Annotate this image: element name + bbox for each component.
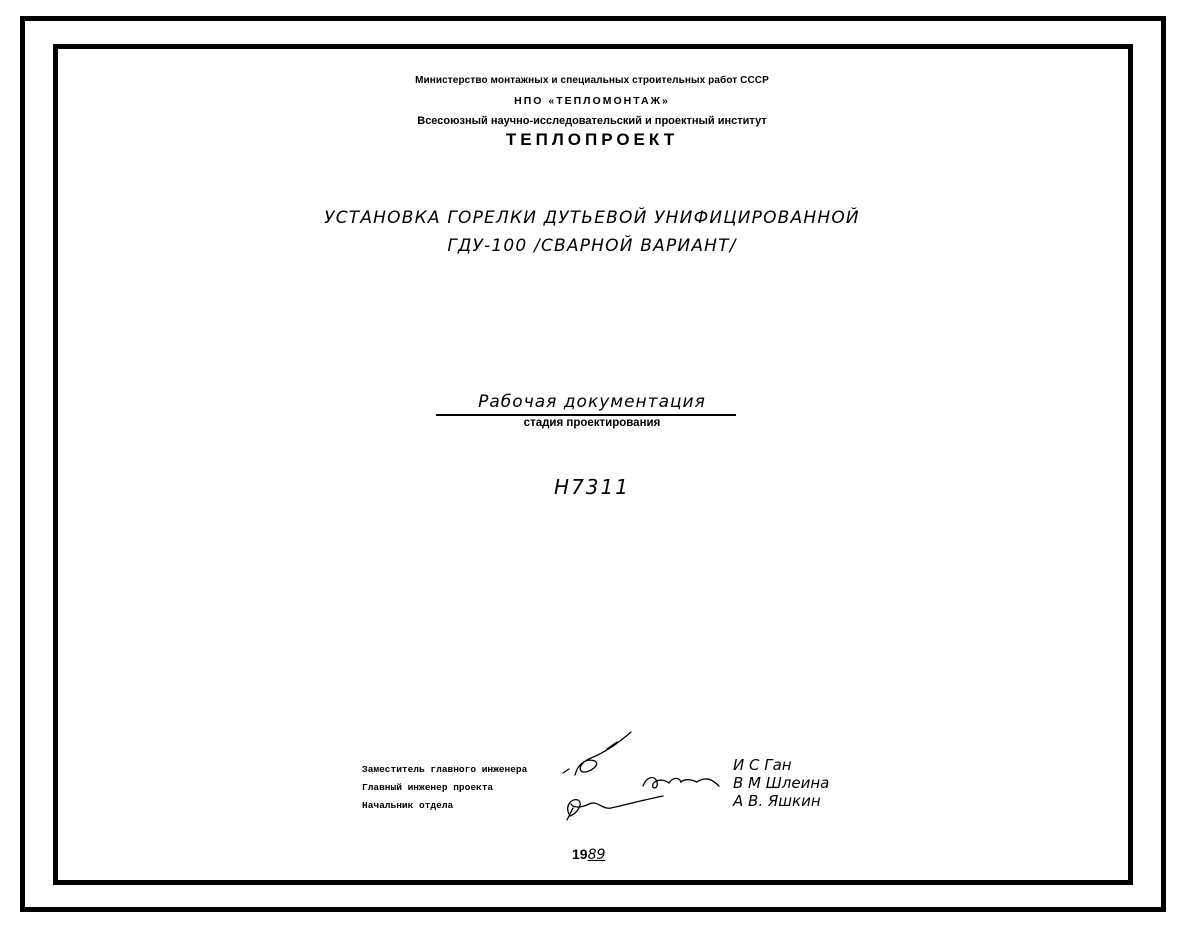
role-chief-project-engineer: Главный инженер проекта — [362, 782, 494, 793]
document-title-line-2: ГДУ-100 /СВАРНОЙ ВАРИАНТ/ — [447, 236, 737, 256]
document-title-line-1: УСТАНОВКА ГОРЕЛКИ ДУТЬЕВОЙ УНИФИЦИРОВАННОЙ — [324, 208, 860, 228]
stage-underline — [436, 414, 736, 416]
year-prefix: 19 — [572, 846, 588, 862]
role-department-head: Начальник отдела — [362, 800, 454, 811]
year-suffix: 89 — [587, 847, 606, 863]
signature-2 — [643, 777, 719, 787]
organization-name: ТЕПЛОПРОЕКТ — [505, 130, 679, 149]
document-number: Н7311 — [554, 475, 630, 499]
role-deputy-chief-engineer: Заместитель главного инженера — [362, 764, 528, 775]
signature-3 — [567, 796, 663, 820]
name-yashkin: А В. Яшкин — [733, 792, 821, 810]
signature-1 — [563, 732, 631, 775]
name-shleina: В М Шлеина — [733, 774, 830, 792]
institute-name: Всесоюзный научно-исследовательский и проектный институт — [417, 115, 767, 127]
npo-name: НПО «ТЕПЛОМОНТАЖ» — [514, 95, 670, 107]
name-gan: И С Ган — [733, 756, 792, 774]
ministry-name: Министерство монтажных и специальных строительных работ СССР — [415, 75, 769, 86]
design-stage-caption: стадия проектирования — [523, 417, 661, 429]
year — [572, 846, 605, 863]
signatures — [545, 720, 735, 830]
design-stage-value: Рабочая документация — [478, 392, 706, 412]
